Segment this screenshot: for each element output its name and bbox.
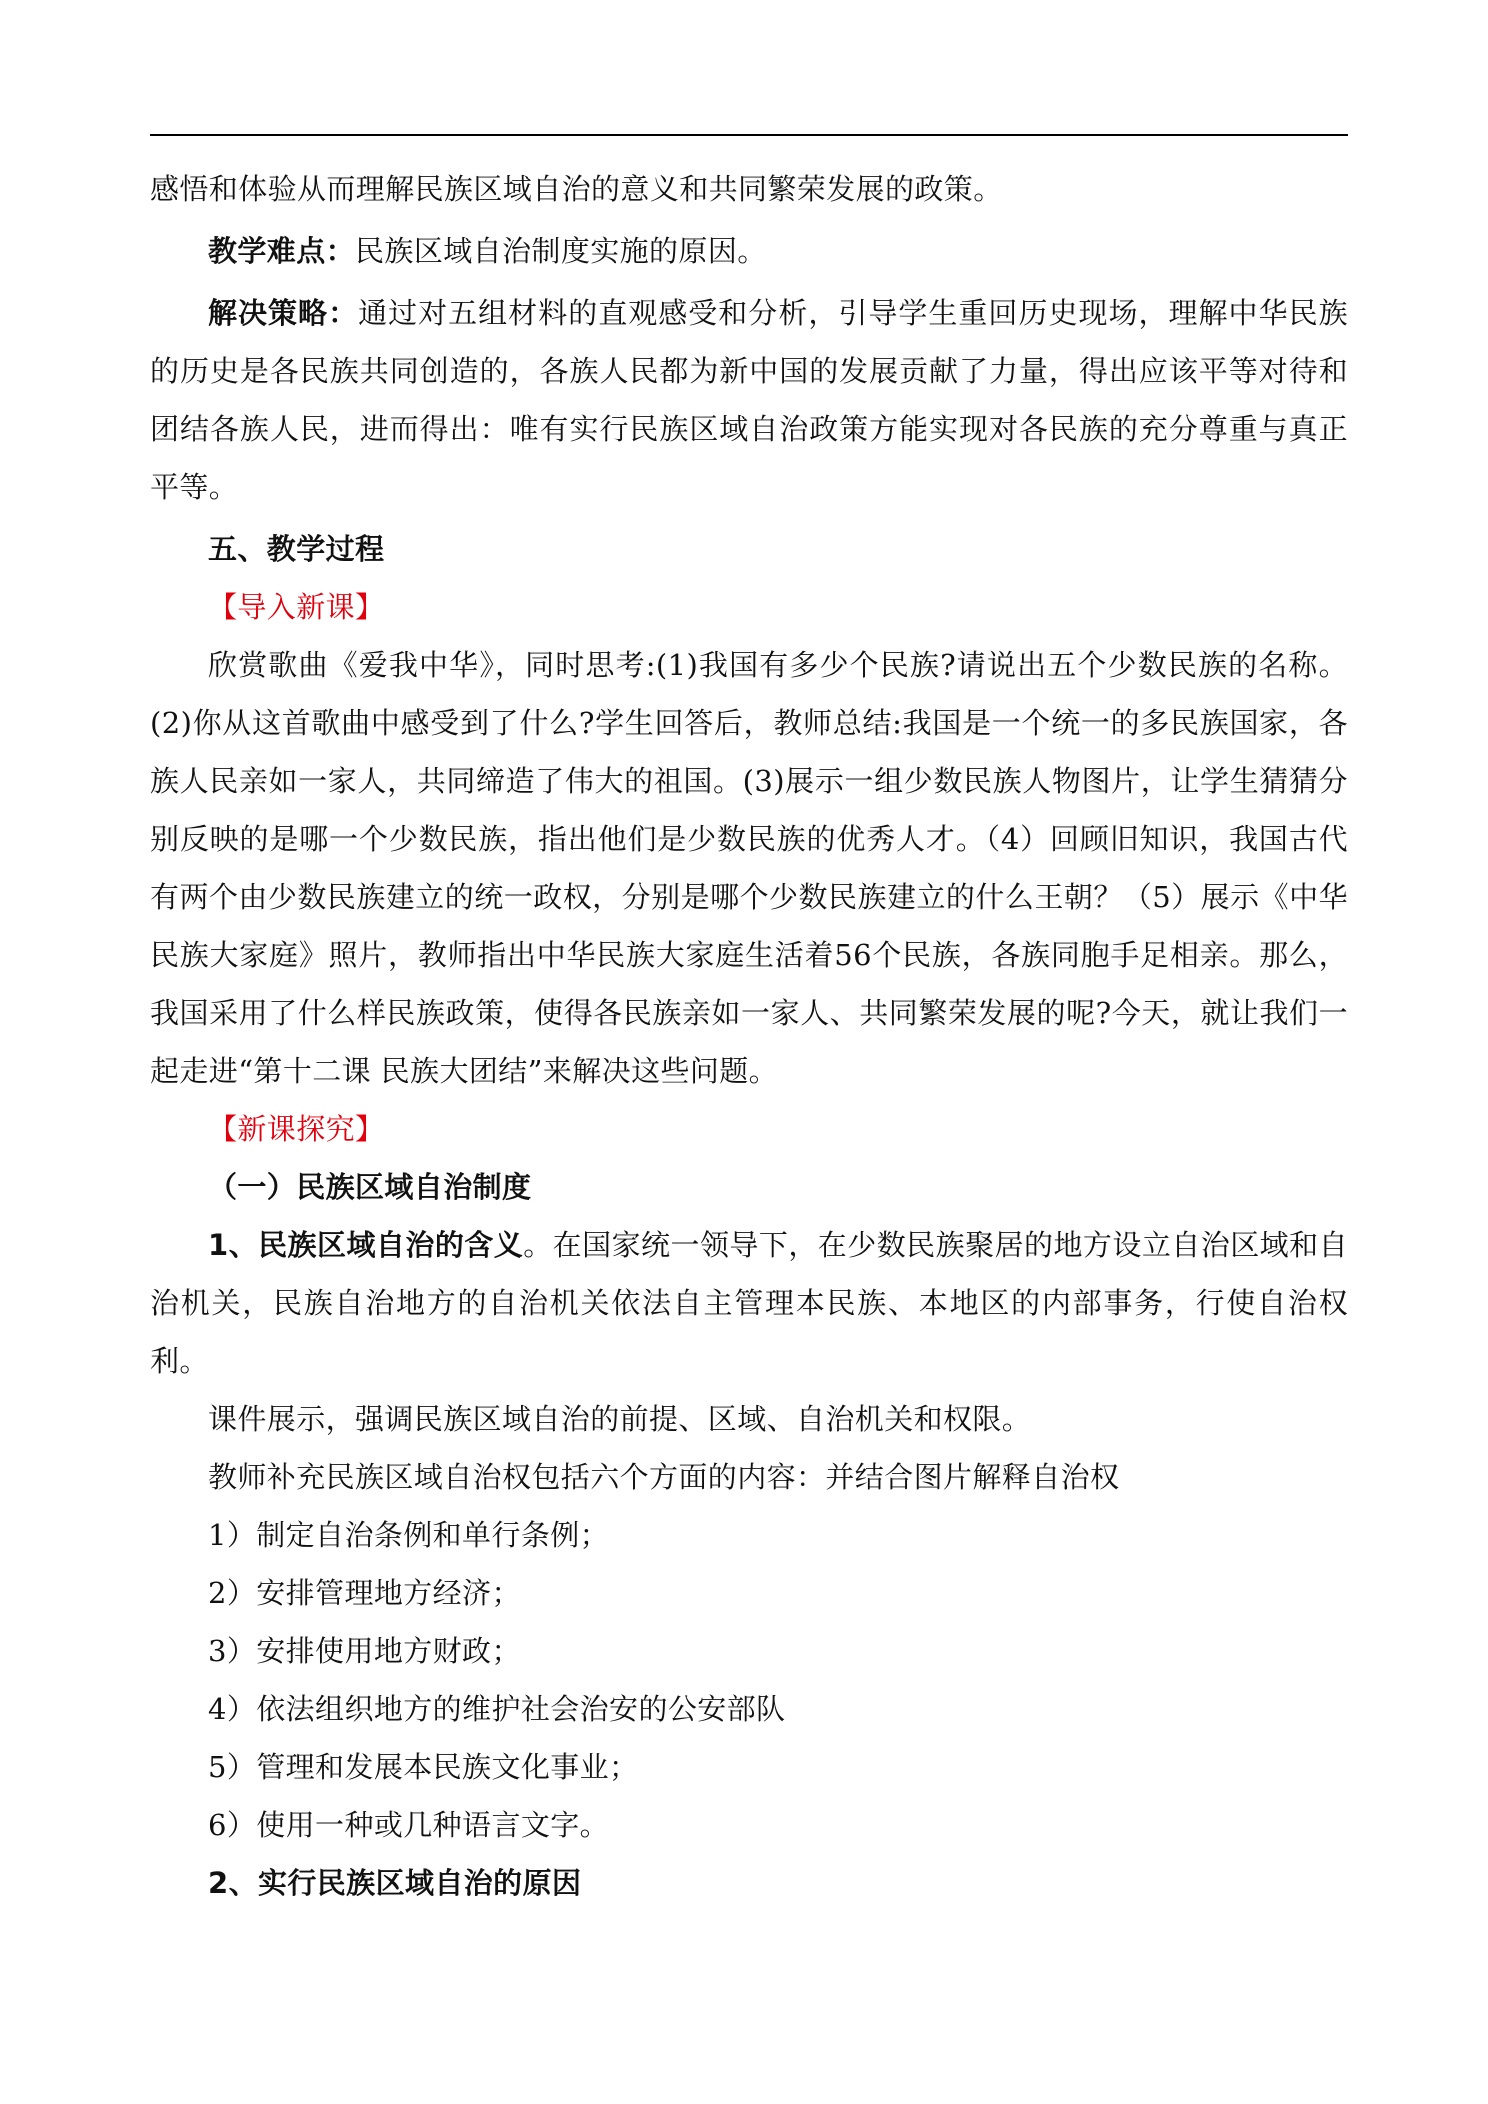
list-item: 1）制定自治条例和单行条例； [208,1518,610,1552]
list-item: 3）安排使用地方财政； [208,1634,521,1668]
courseware-paragraph: 课件展示，强调民族区域自治的前提、区域、自治机关和权限。 [208,1402,1032,1436]
difficulty-paragraph [150,222,1348,280]
point1-paragraph [150,1216,1348,1390]
point2-title: 2、实行民族区域自治的原因 [208,1866,582,1900]
list-item: 2）安排管理地方经济； [208,1576,521,1610]
supplement-paragraph: 教师补充民族区域自治权包括六个方面的内容：并结合图片解释自治权 [208,1460,1120,1494]
difficulty-label: 教学难点： [208,234,356,268]
document-body [150,160,1348,1912]
lead-in-tag: 【导入新课】 [208,590,385,624]
list-item: 6）使用一种或几种语言文字。 [208,1808,610,1842]
lead-in-paragraph: 欣赏歌曲《爱我中华》，同时思考:(1)我国有多少个民族?请说出五个少数民族的名称。(2)你从这首歌曲中感受到了什么?学生回答后，教师总结:我国是一个统一的多民族国家，各族人民亲如一家人，共同缔造了伟大的祖国。(3)展示一组少数民族人物图片，让学生猜猜分别反映的是哪一个少数民族，指出他们是少数民族的优秀人才。（4）回顾旧知识，我国古代有两个由少数民族建立的统一政权，分别是哪个少数民族建立的什么王朝？（5）展示《中华民族大家庭》照片，教师指出中华民族大家庭生活着56个民族，各族同胞手足相亲。那么，我国采用了什么样民族政策，使得各民族亲如一家人、共同繁荣发展的呢?今天，就让我们一起走进“第十二课 民族大团结”来解决这些问题。 [150,648,1348,1088]
difficulty-text: 民族区域自治制度实施的原因。 [355,234,767,268]
section-title: 五、教学过程 [208,532,385,566]
strategy-label: 解决策略： [208,296,359,330]
subsection-title: （一）民族区域自治制度 [208,1170,532,1204]
point1-text: 。在国家统一领导下，在少数民族聚居的地方设立自治区域和自治机关，民族自治地方的自治机关依法自主管理本民族、本地区的内部事务，行使自治权利。 [150,1228,1348,1378]
explore-tag: 【新课探究】 [208,1112,385,1146]
intro-paragraph: 感悟和体验从而理解民族区域自治的意义和共同繁荣发展的政策。 [150,172,1003,206]
list-item: 5）管理和发展本民族文化事业； [208,1750,639,1784]
point1-label: 1、民族区域自治的含义 [208,1228,524,1262]
strategy-paragraph [150,284,1348,516]
list-item: 4）依法组织地方的维护社会治安的公安部队 [208,1692,786,1726]
strategy-text: 通过对五组材料的直观感受和分析，引导学生重回历史现场，理解中华民族的历史是各民族共同创造的，各族人民都为新中国的发展贡献了力量，得出应该平等对待和团结各族人民，进而得出：唯有实行民族区域自治政策方能实现对各民族的充分尊重与真正平等。 [150,296,1348,504]
header-rule [150,134,1348,136]
